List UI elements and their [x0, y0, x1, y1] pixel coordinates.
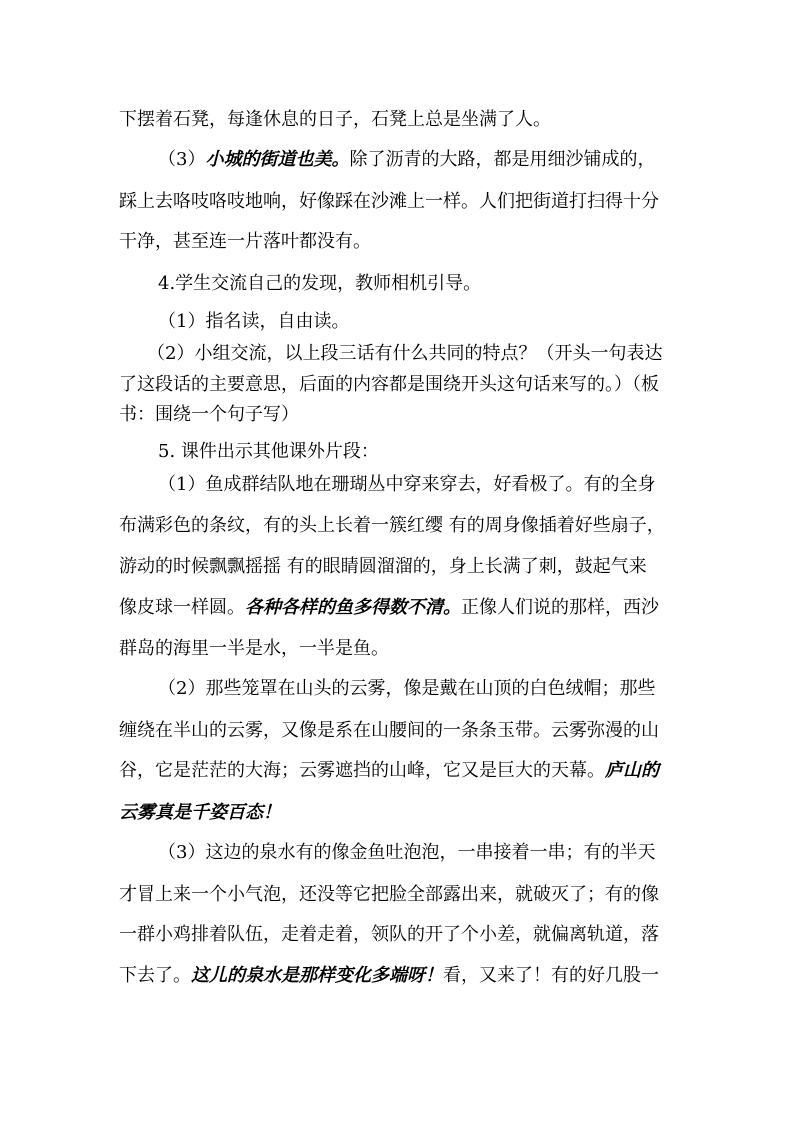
text-line: 了这段话的主要意思，后面的内容都是围绕开头这句话来写的。）（板 [119, 374, 659, 395]
text-line [158, 148, 794, 172]
text-line: （2）小组交流，以上段三话有什么共同的特点？（开头一句表达 [147, 343, 663, 364]
text-line [119, 801, 794, 825]
text-line: （2）那些笼罩在山头的云雾，像是戴在山顶的白色绒帽；那些 [158, 678, 656, 699]
text-line: 干净，甚至连一片落叶都没有。 [119, 231, 371, 252]
text-line: 4.学生交流自己的发现，教师相机引导。 [158, 273, 482, 294]
emphasized-sentence: 这儿的泉水是那样变化多端呀！ [191, 965, 443, 986]
text-segment: 像皮球一样圆。 [119, 597, 245, 618]
text-line: 游动的时候飘飘摇摇 有的眼睛圆溜溜的，身上长满了刺，鼓起气来 [119, 556, 647, 577]
text-segment: 除了沥青的大路，都是用细沙铺成的， [349, 149, 656, 170]
text-line: 下摆着石凳，每逢休息的日子，石凳上总是坐满了人。 [119, 109, 551, 130]
text-line: 一群小鸡排着队伍，走着走着，领队的开了个小差，就偏离轨道，落 [119, 924, 659, 945]
text-segment: 看，又来了！有的好几股一 [443, 965, 659, 986]
text-line: 布满彩色的条纹，有的头上长着一簇红缨 有的周身像插着好些扇子， [119, 515, 665, 536]
text-line [119, 759, 794, 783]
text-line: 群岛的海里一半是水，一半是鱼。 [119, 638, 389, 659]
text-segment: （3） [158, 149, 206, 170]
text-segment: 谷，它是茫茫的大海；云雾遮挡的山峰，它又是巨大的天幕。 [119, 760, 605, 781]
emphasized-sentence: 云雾真是千姿百态！ [119, 802, 281, 823]
text-line [119, 964, 794, 988]
emphasized-sentence: 各种各样的鱼多得数不清。 [245, 597, 461, 618]
emphasized-sentence: 小城的街道也美。 [205, 149, 350, 170]
text-line: （1）指名读，自由读。 [158, 311, 350, 332]
text-line: 踩上去咯吱咯吱地响，好像踩在沙滩上一样。人们把街道打扫得十分 [119, 191, 659, 212]
text-line: （1）鱼成群结队地在珊瑚丛中穿来穿去，好看极了。有的全身 [158, 474, 656, 495]
text-line: 5. 课件出示其他课外片段： [158, 441, 379, 462]
text-segment: 正像人们说的那样，西沙 [461, 597, 659, 618]
text-segment: 下去了。 [119, 965, 191, 986]
emphasized-sentence: 庐山的 [605, 760, 659, 781]
text-line: 书：围绕一个句子写） [119, 404, 299, 425]
text-line: 缠绕在半山的云雾，又像是系在山腰间的一条条玉带。云雾弥漫的山 [119, 720, 659, 741]
text-line [119, 596, 794, 620]
text-line: 才冒上来一个小气泡，还没等它把脸全部露出来，就破灭了；有的像 [119, 884, 659, 905]
text-line: （3）这边的泉水有的像金鱼吐泡泡，一串接着一串；有的半天 [158, 842, 656, 863]
